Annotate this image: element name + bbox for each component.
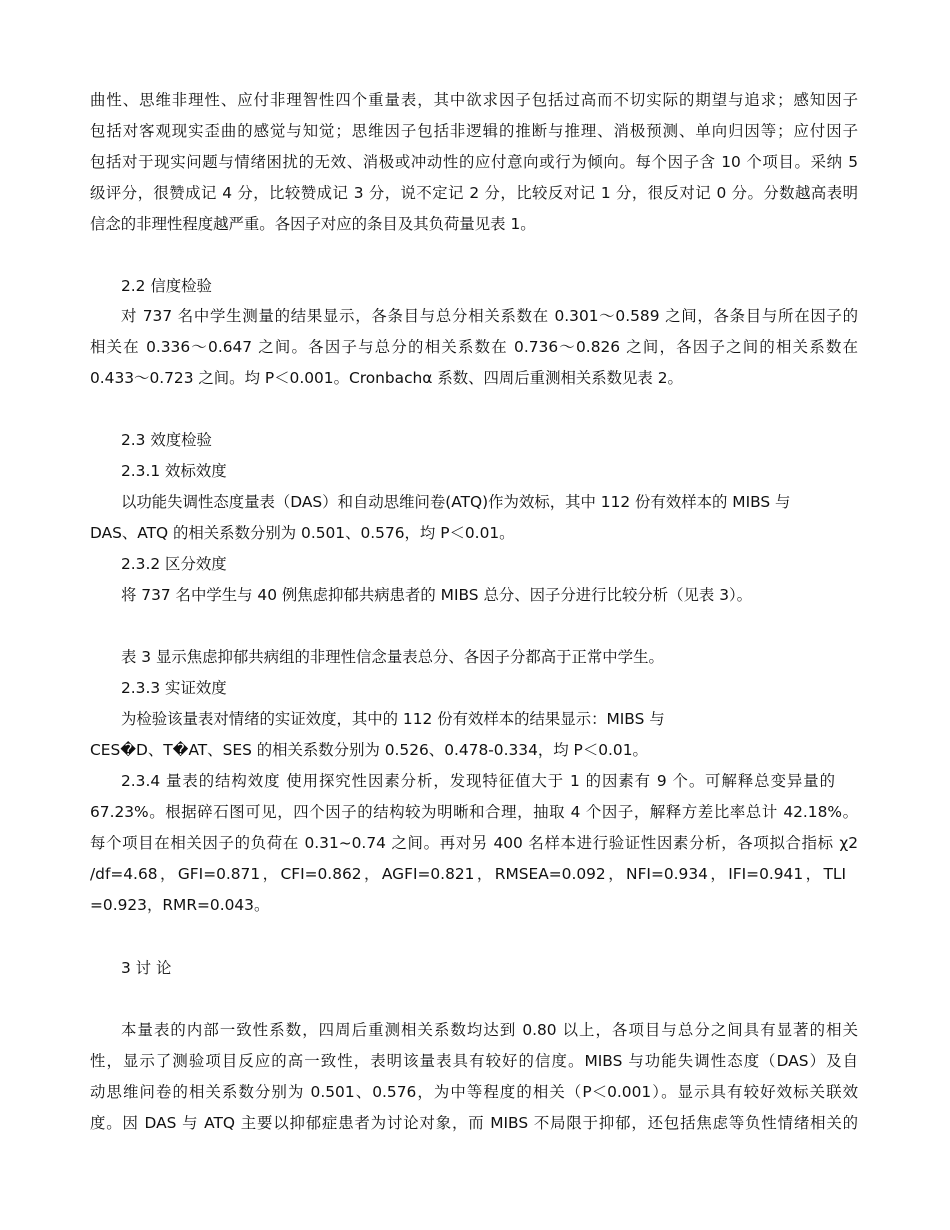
paragraph-line: /df=4.68，GFI=0.871，CFI=0.862，AGFI=0.821，RMSEA=0.092，NFI=0.934，IFI=0.941，TLI (90, 865, 846, 883)
paragraph-line: 信念的非理性程度越严重。各因子对应的条目及其负荷量见表 1。 (90, 215, 536, 233)
paragraph-line: 0.433～0.723 之间。均 P＜0.001。Cronbachα 系数、四周后重测相关系数见表 2。 (90, 369, 683, 387)
paragraph-line: 性，显示了测验项目反应的高一致性，表明该量表具有较好的信度。MIBS 与功能失调性态度（DAS）及自 (90, 1052, 858, 1070)
paragraph-line: 包括对客观现实歪曲的感觉与知觉；思维因子包括非逻辑的推断与推理、消极预测、单向归因等；应付因子 (90, 122, 858, 140)
paragraph-line: 2.3.4 量表的结构效度 使用探究性因素分析，发现特征值大于 1 的因素有 9 个。可解释总变异量的 (121, 772, 835, 790)
subsection-heading: 2.3.3 实证效度 (121, 679, 227, 697)
paragraph-line: 相关在 0.336～0.647 之间。各因子与总分的相关系数在 0.736～0.826 之间，各因子之间的相关系数在 (90, 338, 858, 356)
paragraph-line: 本量表的内部一致性系数，四周后重测相关系数均达到 0.80 以上，各项目与总分之间具有显著的相关 (121, 1021, 858, 1039)
paragraph-line: 动思维问卷的相关系数分别为 0.501、0.576，为中等程度的相关（P＜0.001）。显示具有较好效标关联效 (90, 1083, 858, 1101)
paragraph-line: 以功能失调性态度量表（DAS）和自动思维问卷(ATQ)作为效标，其中 112 份有效样本的 MIBS 与 (121, 493, 791, 511)
paragraph-line: 度。因 DAS 与 ATQ 主要以抑郁症患者为讨论对象，而 MIBS 不局限于抑郁，还包括焦虑等负性情绪相关的 (90, 1114, 858, 1132)
paragraph-line: 表 3 显示焦虑抑郁共病组的非理性信念量表总分、各因子分都高于正常中学生。 (121, 648, 664, 666)
paragraph-line: DAS、ATQ 的相关系数分别为 0.501、0.576，均 P＜0.01。 (90, 524, 515, 542)
paragraph-line: 包括对于现实问题与情绪困扰的无效、消极或冲动性的应付意向或行为倾向。每个因子含 10 个项目。采纳 5 (90, 153, 858, 171)
paragraph-line: 为检验该量表对情绪的实证效度，其中的 112 份有效样本的结果显示：MIBS 与 (121, 710, 665, 728)
paragraph-line: CES�D、T�AT、SES 的相关系数分别为 0.526、0.478-0.334，均 P＜0.01。 (90, 741, 648, 759)
paragraph-line: 67.23%。根据碎石图可见，四个因子的结构较为明晰和合理，抽取 4 个因子，解释方差比率总计 42.18%。 (90, 803, 858, 821)
paragraph-line: 对 737 名中学生测量的结果显示，各条目与总分相关系数在 0.301～0.589 之间，各条目与所在因子的 (121, 307, 858, 325)
subsection-heading: 2.3.2 区分效度 (121, 555, 227, 573)
paragraph-line: 级评分，很赞成记 4 分，比较赞成记 3 分，说不定记 2 分，比较反对记 1 分，很反对记 0 分。分数越高表明 (90, 184, 858, 202)
paragraph-line: 曲性、思维非理性、应付非理智性四个重量表，其中欲求因子包括过高而不切实际的期望与追求；感知因子 (90, 91, 858, 109)
section-heading: 2.2 信度检验 (121, 277, 212, 295)
paragraph-line: =0.923，RMR=0.043。 (90, 896, 270, 914)
section-heading: 2.3 效度检验 (121, 431, 212, 449)
subsection-heading: 2.3.1 效标效度 (121, 462, 227, 480)
paragraph-line: 将 737 名中学生与 40 例焦虑抑郁共病患者的 MIBS 总分、因子分进行比较分析（见表 3）。 (121, 586, 753, 604)
section-heading: 3 讨 论 (121, 959, 172, 977)
paragraph-line: 每个项目在相关因子的负荷在 0.31~0.74 之间。再对另 400 名样本进行验证性因素分析，各项拟合指标 χ2 (90, 834, 858, 852)
